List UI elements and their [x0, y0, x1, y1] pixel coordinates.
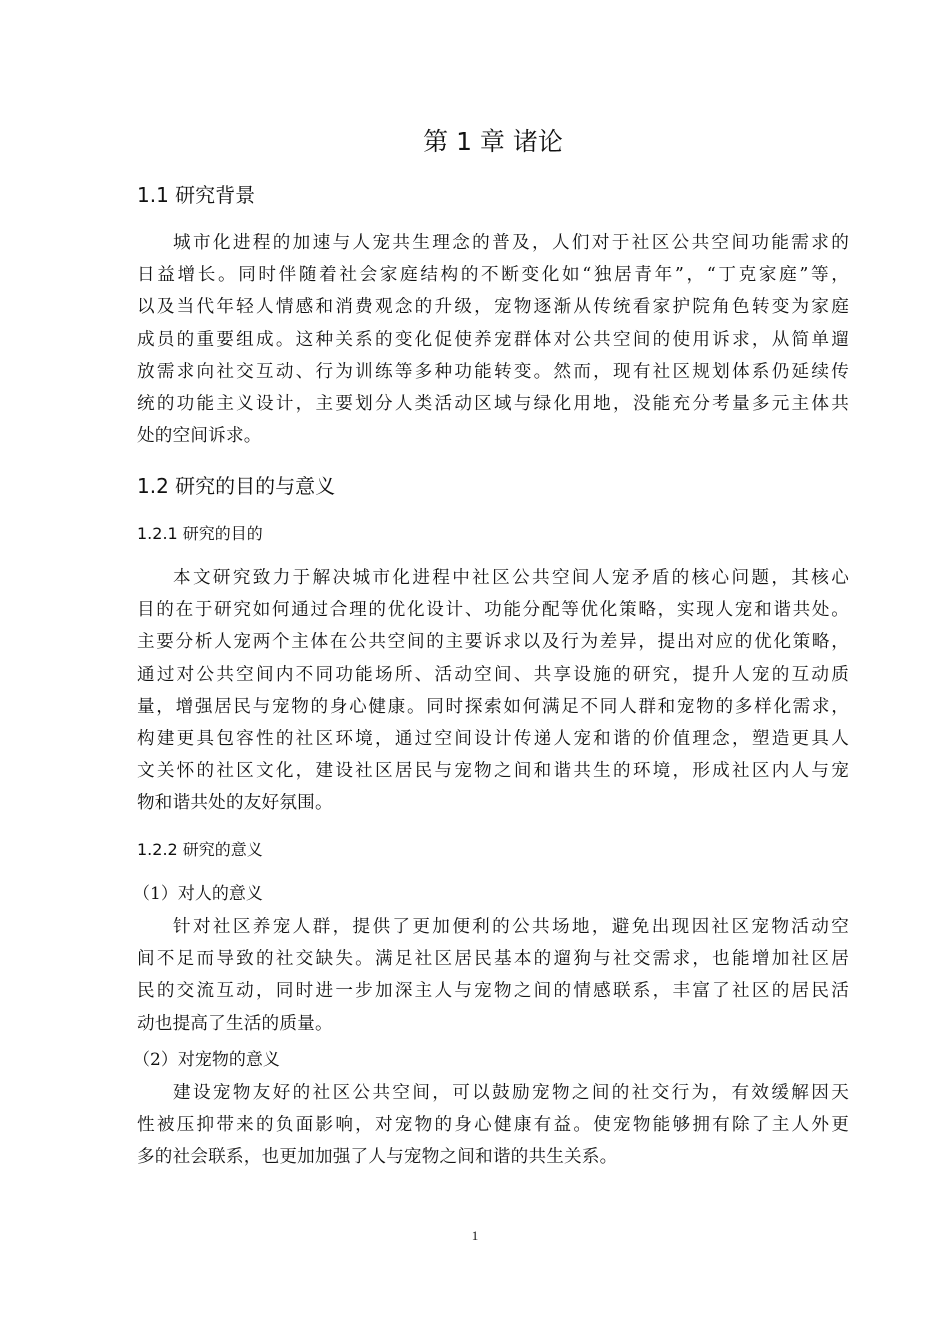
item-label-for-people: （1）对人的意义 — [133, 884, 263, 904]
subsection-heading-1-2-1: 1.2.1 研究的目的 — [137, 524, 263, 543]
text-line: 物和谐共处的友好氛围。 — [137, 793, 333, 814]
section-heading-1-1: 1.1 研究背景 — [137, 183, 256, 207]
subsection-heading-1-2-2: 1.2.2 研究的意义 — [137, 840, 263, 859]
text-line: 日益增长。同时伴随着社会家庭结构的不断变化如“独居青年”，“丁克家庭”等， — [137, 265, 849, 286]
section-heading-1-2: 1.2 研究的目的与意义 — [137, 474, 336, 498]
text-line: 多的社会联系，也更加加强了人与宠物之间和谐的共生关系。 — [137, 1147, 618, 1168]
text-line: 构建更具包容性的社区环境，通过空间设计传递人宠和谐的价值理念，塑造更具人 — [137, 728, 849, 749]
text-line: 成员的重要组成。这种关系的变化促使养宠群体对公共空间的使用诉求，从简单遛 — [137, 329, 849, 350]
text-line: 性被压抑带来的负面影响，对宠物的身心健康有益。使宠物能够拥有除了主人外更 — [137, 1115, 849, 1136]
text-line: 建设宠物友好的社区公共空间，可以鼓励宠物之间的社交行为，有效缓解因天 — [173, 1083, 849, 1103]
chapter-title: 第 1 章 诸论 — [423, 127, 563, 156]
text-line: 民的交流互动，同时进一步加深主人与宠物之间的情感联系，丰富了社区的居民活 — [137, 981, 849, 1002]
paragraph-purpose — [137, 562, 849, 820]
text-line: 统的功能主义设计，主要划分人类活动区域与绿化用地，没能充分考量多元主体共 — [137, 393, 849, 414]
text-line: 处的空间诉求。 — [137, 426, 262, 447]
paragraph-for-pets — [137, 1077, 849, 1174]
text-line: 城市化进程的加速与人宠共生理念的普及，人们对于社区公共空间功能需求的 — [173, 233, 849, 253]
text-line: 间不足而导致的社交缺失。满足社区居民基本的遛狗与社交需求，也能增加社区居 — [137, 949, 849, 970]
text-line: 针对社区养宠人群，提供了更加便利的公共场地，避免出现因社区宠物活动空 — [173, 917, 849, 937]
text-line: 主要分析人宠两个主体在公共空间的主要诉求以及行为差异，提出对应的优化策略， — [137, 632, 849, 653]
text-line: 文关怀的社区文化，建设社区居民与宠物之间和谐共生的环境，形成社区内人与宠 — [137, 761, 849, 782]
text-line: 动也提高了生活的质量。 — [137, 1013, 333, 1034]
text-line: 以及当代年轻人情感和消费观念的升级，宠物逐渐从传统看家护院角色转变为家庭 — [137, 297, 849, 318]
paragraph-for-people — [137, 911, 849, 1040]
paragraph-background — [137, 227, 849, 452]
text-line: 量，增强居民与宠物的身心健康。同时探索如何满足不同人群和宠物的多样化需求， — [137, 696, 849, 717]
text-line: 放需求向社交互动、行为训练等多种功能转变。然而，现有社区规划体系仍延续传 — [137, 361, 849, 382]
page-number: 1 — [471, 1228, 479, 1243]
item-label-for-pets: （2）对宠物的意义 — [133, 1050, 280, 1070]
text-line: 目的在于研究如何通过合理的优化设计、功能分配等优化策略，实现人宠和谐共处。 — [137, 600, 849, 621]
text-line: 本文研究致力于解决城市化进程中社区公共空间人宠矛盾的核心问题，其核心 — [173, 568, 849, 588]
text-line: 通过对公共空间内不同功能场所、活动空间、共享设施的研究，提升人宠的互动质 — [137, 664, 849, 685]
